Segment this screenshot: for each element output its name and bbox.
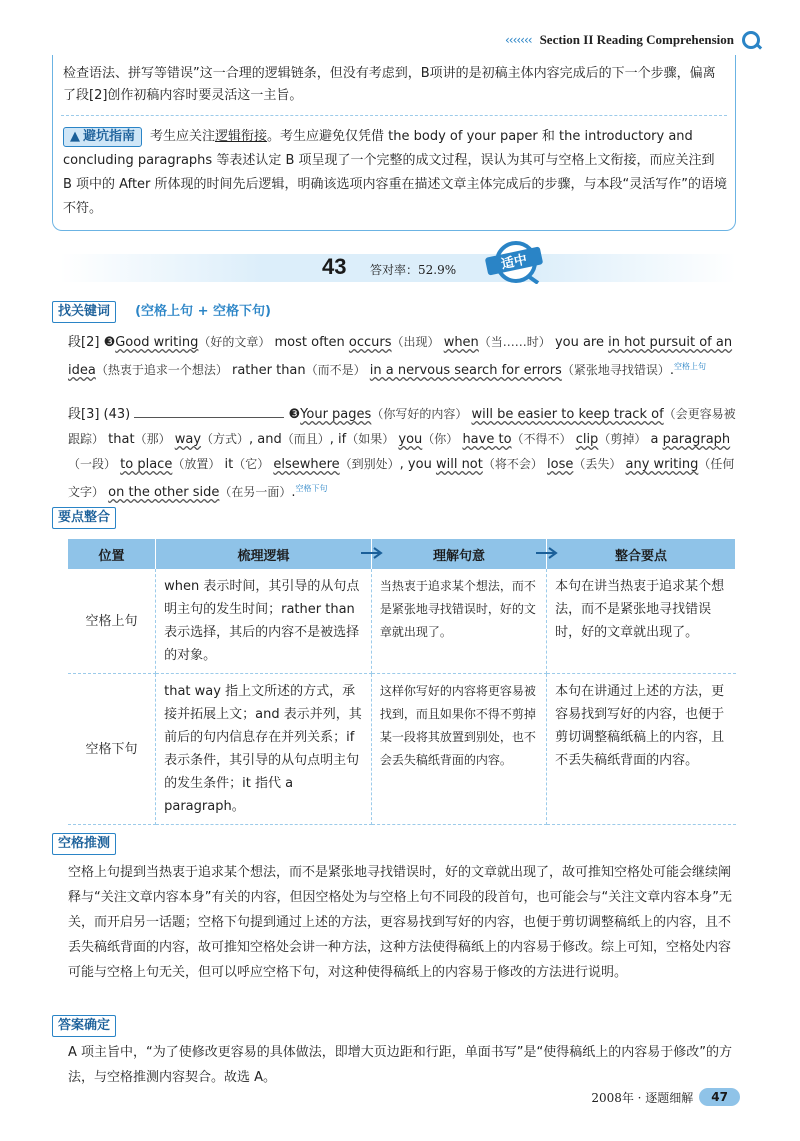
- row-position: 空格下句: [68, 674, 156, 825]
- p3-segment: , you: [399, 457, 436, 472]
- p2-tag: 空格上句: [673, 362, 706, 371]
- p3-gloss: （那）: [134, 432, 171, 446]
- p3-segment: lose: [547, 457, 574, 472]
- paragraph-3-annotated: [68, 402, 736, 505]
- section-title: Section II Reading Comprehension: [539, 32, 734, 47]
- p3-segment: way: [174, 432, 202, 447]
- p2-segment: in a nervous search for errors: [369, 363, 562, 379]
- page-number: 47: [699, 1088, 740, 1106]
- analysis-paragraph: 检查语法、拼写等错误”这一合理的逻辑链条，但没有考虑到，B项讲的是初稿主体内容完成后的下一个步骤，偏离了段[2]创作初稿内容时要灵活这一主旨。: [63, 66, 716, 103]
- header-understand-text: 理解句意: [432, 548, 485, 564]
- inference-heading: [52, 832, 116, 855]
- p3-gloss: （你写好的内容）: [371, 407, 468, 421]
- tip-text-a: 考生应关注: [150, 129, 216, 144]
- analysis-box: [52, 55, 736, 231]
- row-understand: 这样你写好的内容将更容易被找到，而且如果你不得不剪掉某一段将其放置到别处，也不会丢失稿纸背面的内容。: [371, 674, 546, 825]
- summary-table: [68, 539, 736, 825]
- inference-text: 空格上句提到当热衷于追求某个想法，而不是紧张地寻找错误时，好的文章就出现了，故可推知空格处可能会继续阐释与“关注文章内容本身”有关的内容，但因空格处为与空格上句不同段的段首句，也可能会与“关注文章内容本身”无关，而开启另一话题；空格下句提到通过上述的方法，更容易找到写好的内容，也便于剪切调整稿纸上的内容，且不丢失稿纸背面的内容，故可推知空格处会讲一种方法，这种方法使得稿纸上的内容易于修改。综上可知，空格处内容可能与空格上句无关，但可以呼应空格下句，对这种使得稿纸上的内容易于修改的方法进行说明。: [68, 865, 732, 980]
- row-position: 空格上句: [68, 569, 156, 674]
- tip-label: 避坑指南: [83, 129, 136, 144]
- p2-body: [68, 335, 732, 378]
- tip-block: [63, 125, 727, 221]
- p3-gloss: （放置）: [172, 457, 221, 471]
- p3-gloss: （到别处）: [339, 457, 400, 471]
- tip-text-c: 。考生应避免仅凭借 the body of your paper 和 the introductory and concluding paragraphs 等表述认定 B 项呈现了一个完整的成文过程，误认为其可与空格上文衔接，而应关注到 B 项中的 After 所体现的时间先后逻辑，明确该选项内容重在描述文章主体完成后的步骤，与本段“灵活写作”的语境不符。: [63, 129, 728, 216]
- right-arrow-icon: [536, 547, 560, 559]
- p2-gloss: （而不是）: [305, 363, 366, 378]
- p3-gloss: （它）: [233, 457, 270, 471]
- magnifier-icon: [742, 31, 760, 49]
- p3-segment: will be easier to keep track of: [471, 407, 664, 422]
- row-logic: that way 指上文所述的方式，承接并拓展上文；and 表示并列，其前后的句内信息存在并列关系；if 表示条件，其引导的从句点明主句的发生条件；it 指代 a paragraph。: [156, 674, 372, 825]
- p3-gloss: （在另一面）: [219, 485, 292, 500]
- header-position: 位置: [68, 539, 156, 569]
- page-footer: [560, 1087, 740, 1107]
- p3-gloss: （将不会）: [482, 457, 543, 471]
- p2-segment: Good writing: [115, 335, 199, 350]
- p3-segment: you: [398, 432, 423, 447]
- p3-segment: have to: [462, 432, 512, 447]
- p3-segment: clip: [575, 432, 599, 447]
- p2-segment: you are: [550, 335, 609, 350]
- p3-prefix: 段[3] (43): [68, 407, 131, 422]
- p3-segment: elsewhere: [273, 457, 340, 472]
- p3-segment: , if: [329, 432, 347, 447]
- p3-marker: ❸: [288, 407, 301, 422]
- p3-segment: .: [291, 485, 296, 501]
- p3-gloss: （会更容易被跟踪）: [68, 407, 736, 446]
- tip-badge: [63, 127, 142, 147]
- header-logic-text: 梳理逻辑: [237, 548, 290, 564]
- row-summary: 本句在讲当热衷于追求某个想法，而不是紧张地寻找错误时，好的文章就出现了。: [547, 569, 736, 674]
- page-header: [0, 28, 760, 52]
- p2-gloss: （当……时）: [478, 335, 551, 349]
- table-row: [68, 674, 736, 825]
- p2-prefix: 段[2]: [68, 335, 100, 350]
- p3-segment: paragraph: [662, 432, 731, 447]
- difficulty-level: 适中: [500, 252, 529, 273]
- paragraph-2-annotated: [68, 330, 736, 383]
- tip-keyword: 逻辑衔接: [215, 129, 268, 144]
- right-arrow-icon: [361, 547, 385, 559]
- header-summary: 整合要点: [547, 539, 736, 569]
- summary-heading: [52, 506, 116, 529]
- difficulty-badge: [482, 240, 548, 284]
- question-number: 43: [322, 254, 347, 279]
- row-summary: 本句在讲通过上述的方法，更容易找到写好的内容，也便于剪切调整稿纸稿上的内容，且不丢失稿纸背面的内容。: [547, 674, 736, 825]
- answer-heading: [52, 1014, 116, 1037]
- p2-segment: in hot pursuit of an idea: [68, 335, 733, 379]
- p3-gloss: （你）: [422, 432, 459, 446]
- p3-tag: 空格下句: [295, 484, 328, 493]
- p2-gloss: （出现）: [391, 335, 440, 349]
- p3-gloss: （丢失）: [573, 457, 622, 471]
- inference-label: 空格推测: [52, 833, 116, 855]
- p2-segment: rather than: [227, 363, 306, 379]
- p3-gloss: （而且）: [281, 432, 330, 446]
- p3-segment: Your pages: [300, 407, 372, 422]
- keywords-label: 找关键词: [52, 301, 116, 323]
- p2-segment: most often: [270, 335, 349, 350]
- dashed-divider: [61, 115, 727, 116]
- p3-segment: that: [104, 432, 135, 447]
- p3-gloss: （方式）: [201, 432, 250, 446]
- row-logic: when 表示时间，其引导的从句点明主句的发生时间；rather than 表示选择，其后的内容不是被选择的对象。: [156, 569, 372, 674]
- p2-gloss: （紧张地寻找错误）: [561, 363, 670, 378]
- correct-rate: 答对率：52.9%: [370, 263, 457, 277]
- table-header-row: [68, 539, 736, 569]
- p2-segment: occurs: [348, 335, 392, 350]
- keywords-heading: [52, 300, 271, 323]
- p3-segment: will not: [435, 457, 483, 472]
- keywords-subtitle: (空格上句 + 空格下句): [135, 304, 271, 319]
- answer-text: A 项主旨中，“为了使修改更容易的具体做法，即增大页边距和行距，单面书写”是“使得稿纸上的内容易于修改”的方法，与空格推测内容契合。故选 A。: [68, 1045, 732, 1085]
- footer-text: 2008年 · 逐题细解: [591, 1090, 694, 1105]
- p3-segment: , and: [249, 432, 282, 447]
- header-logic: [156, 539, 372, 569]
- p3-segment: on the other side: [108, 485, 220, 501]
- header-understand: [371, 539, 546, 569]
- p2-marker: ❸: [103, 335, 116, 350]
- p3-gloss: （剪掉）: [598, 432, 647, 446]
- summary-label: 要点整合: [52, 507, 116, 529]
- p3-gloss: （不得不）: [511, 432, 572, 446]
- p3-segment: any writing: [625, 457, 699, 472]
- p3-segment: a: [646, 432, 663, 447]
- p3-segment: it: [220, 457, 234, 472]
- p3-segment: to place: [120, 457, 173, 472]
- p3-gloss: （如果）: [346, 432, 395, 446]
- answer-blank: [134, 403, 284, 418]
- warning-icon: ▲: [70, 129, 80, 144]
- p2-segment: when: [443, 335, 479, 350]
- p3-gloss: （一段）: [68, 457, 117, 471]
- p3-body: [68, 407, 736, 500]
- p2-gloss: （好的文章）: [198, 335, 271, 349]
- double-arrow-icon: ‹‹‹‹‹‹‹: [504, 33, 532, 47]
- p2-gloss: （热衷于追求一个想法）: [95, 363, 228, 378]
- row-understand: 当热衷于追求某个想法，而不是紧张地寻找错误时，好的文章就出现了。: [371, 569, 546, 674]
- table-row: [68, 569, 736, 674]
- answer-label: 答案确定: [52, 1015, 116, 1037]
- magnifier-handle: [528, 276, 538, 283]
- p3-gloss: （任何文字）: [68, 457, 735, 500]
- p2-segment: .: [669, 363, 674, 379]
